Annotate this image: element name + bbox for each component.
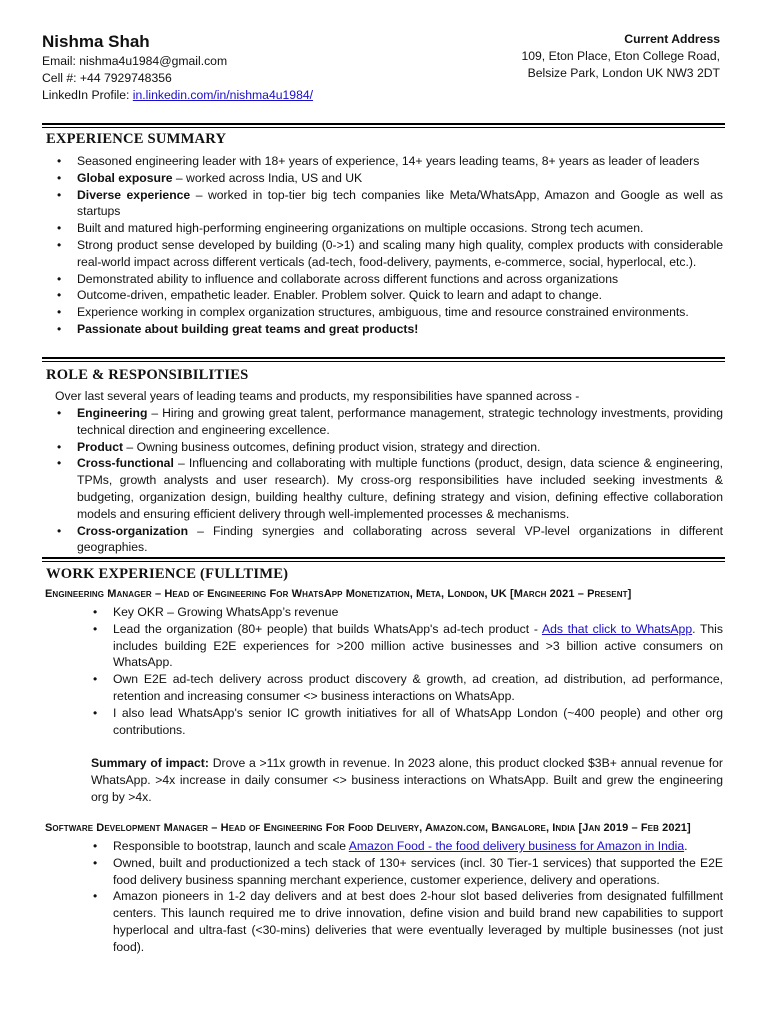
section-title-work-experience: WORK EXPERIENCE (FULLTIME) <box>46 566 289 582</box>
roles-intro: Over last several years of leading teams and products, my responsibilities have spanned across - <box>55 389 580 403</box>
list-item: • Cross-organization – Finding synergies and collaborating across several VP-level organizations in different geographies. <box>77 523 723 557</box>
amazon-food-link[interactable]: Amazon Food - the food delivery business for Amazon in India <box>348 839 685 853</box>
linkedin-link[interactable]: in.linkedin.com/in/nishma4u1984/ <box>132 88 314 102</box>
list-item: • Responsible to bootstrap, launch and scale Amazon Food - the food delivery business for Amazon in India. <box>113 838 723 855</box>
ads-click-to-whatsapp-link[interactable]: Ads that click to WhatsApp <box>541 621 693 636</box>
address-line-1: 109, Eton Place, Eton College Road, <box>521 49 720 63</box>
list-item: • Passionate about building great teams and great products! <box>77 321 723 338</box>
roles-list <box>77 405 723 556</box>
list-item: • Global exposure – worked across India, US and UK <box>77 170 723 187</box>
experience-summary-list <box>77 153 723 338</box>
list-item: • Owned, built and productionized a tech stack of 130+ services (incl. 30 Tier-1 services) that supported the E2E food delivery business spanning merchant experience, customer experience, delivery and operations. <box>113 855 723 889</box>
list-item: • Demonstrated ability to influence and collaborate across different functions and across organizations <box>77 271 723 288</box>
cell-line: Cell #: +44 7929748356 <box>42 71 172 85</box>
list-item: • Outcome-driven, empathetic leader. Enabler. Problem solver. Quick to learn and adapt to change. <box>77 287 723 304</box>
list-item: • I also lead WhatsApp's senior IC growth initiatives for all of WhatsApp London (~400 people) and other org contributions. <box>113 705 723 739</box>
list-item: • Lead the organization (80+ people) that builds WhatsApp's ad-tech product - Ads that click to WhatsApp. This includes building E2E experiences for >200 million active businesses and >3 billion active consumers on WhatsApp. <box>113 621 723 671</box>
candidate-name: Nishma Shah <box>42 32 150 51</box>
linkedin-line <box>42 87 313 104</box>
list-item: • Key OKR – Growing WhatsApp’s revenue <box>113 604 723 621</box>
list-item: • Cross-functional – Influencing and collaborating with multiple functions (product, design, data science & engineering, TPMs, growth analysts and user research). My cross-org responsibilities have included seeking investments & budgeting, organization design, building healthy culture, defining strategy and vision, defining effective collaboration models and ensuring efficient delivery through well-implemented processes & mechanisms. <box>77 455 723 522</box>
list-item: • Experience working in complex organization structures, ambiguous, time and resource constrained environments. <box>77 304 723 321</box>
linkedin-label: LinkedIn Profile: <box>42 88 133 102</box>
list-item: • Amazon pioneers in 1-2 day delivers and at best does 2-hour slot based deliveries from designated fulfillment centers. This launch required me to drive innovation, define vision and build brand new capabilities to support hyperlocal and ultra-fast (<30-mins) deliveries that were eventually leveraged by multiple businesses (not just food). <box>113 888 723 955</box>
amazon-job-list <box>113 838 723 956</box>
job-title-meta: Engineering Manager – Head of Engineering For WhatsApp Monetization, Meta, London, UK [March 2021 – Present] <box>45 588 632 600</box>
meta-job-list <box>113 604 723 738</box>
contact-block <box>42 53 313 104</box>
list-item: • Product – Owning business outcomes, defining product vision, strategy and direction. <box>77 439 723 456</box>
section-divider <box>42 357 725 362</box>
section-divider <box>42 123 725 128</box>
impact-summary: Summary of impact: Drove a >11x growth in revenue. In 2023 alone, this product clocked $3B+ annual revenue for WhatsApp. >4x increase in daily consumer <> business interactions on WhatsApp. Built and grew the engineering org by >4x. <box>91 756 723 804</box>
section-title-experience-summary: EXPERIENCE SUMMARY <box>46 131 227 147</box>
email-line: Email: nishma4u1984@gmail.com <box>42 54 228 68</box>
list-item: • Strong product sense developed by building (0->1) and scaling many high quality, complex products with considerable real-world impact across different verticals (ad-tech, food-delivery, payments, e-commerce, social, hyperlocal, etc.). <box>77 237 723 271</box>
section-divider <box>42 557 725 562</box>
section-title-roles: ROLE & RESPONSIBILITIES <box>46 367 249 383</box>
list-item: • Own E2E ad-tech delivery across product discovery & growth, ad creation, ad distribution, ad performance, retention and increasing consumer <> business interactions on WhatsApp. <box>113 671 723 705</box>
list-item: • Diverse experience – worked in top-tier big tech companies like Meta/WhatsApp, Amazon and Google as well as startups <box>77 187 723 221</box>
list-item: • Engineering – Hiring and growing great talent, performance management, strategic technology investments, providing technical direction and engineering excellence. <box>77 405 723 439</box>
address-label: Current Address <box>624 32 720 46</box>
address-line-2: Belsize Park, London UK NW3 2DT <box>527 66 720 80</box>
list-item: • Seasoned engineering leader with 18+ years of experience, 14+ years leading teams, 8+ years as leader of leaders <box>77 153 723 170</box>
address-block <box>521 31 720 82</box>
job-title-amazon: Software Development Manager – Head of Engineering For Food Delivery, Amazon.com, Bangalore, India [Jan 2019 – Feb 2021] <box>45 822 691 834</box>
list-item: • Built and matured high-performing engineering organizations on multiple occasions. Strong tech acumen. <box>77 220 723 237</box>
